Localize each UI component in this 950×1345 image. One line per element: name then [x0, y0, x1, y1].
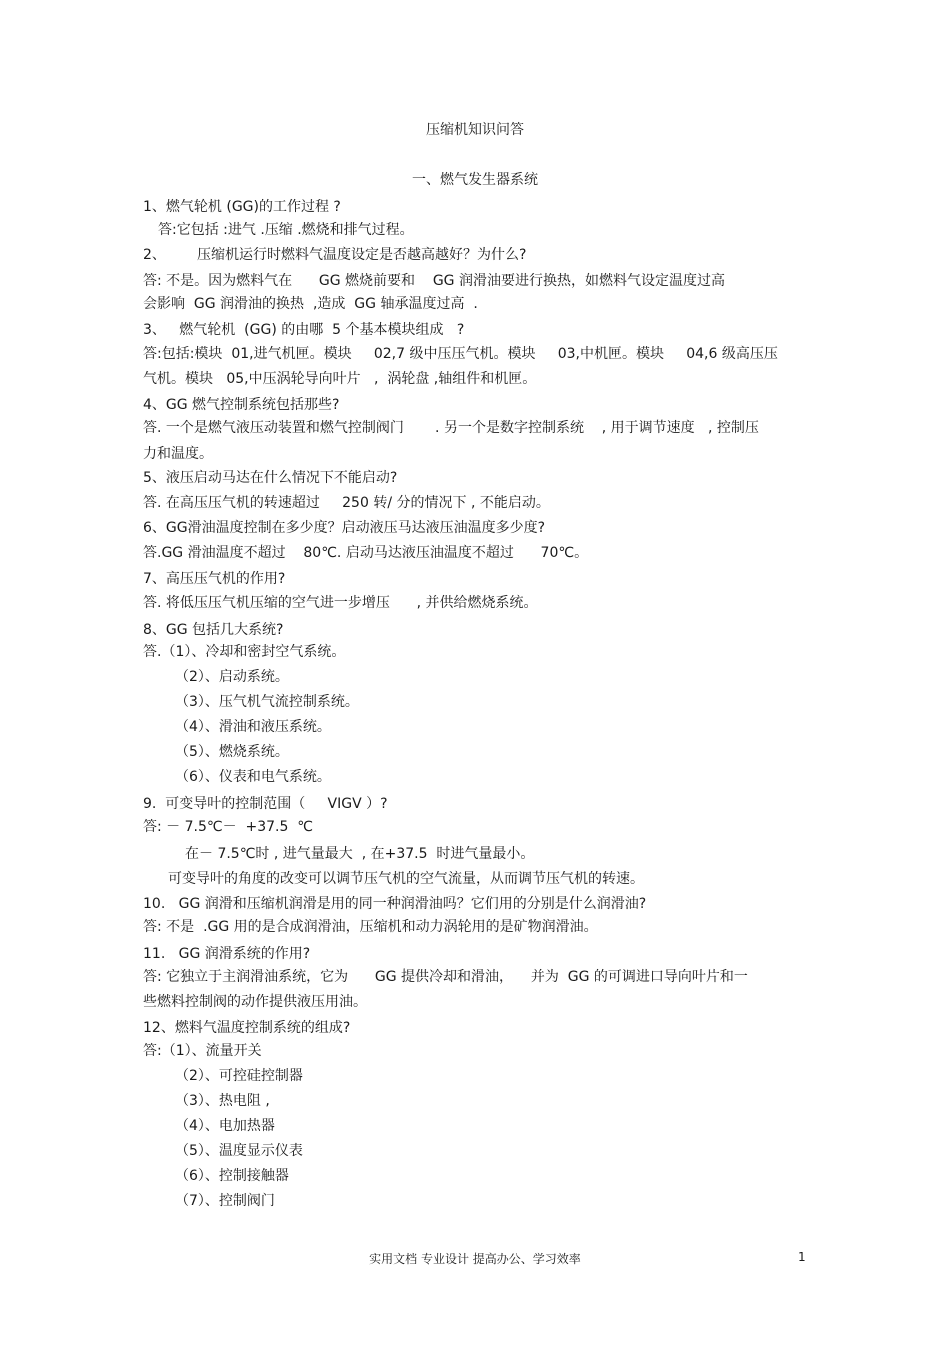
list-item: （2）、启动系统。 — [175, 669, 289, 685]
answer-line: 在－ 7.5℃时 , 进气量最大 , 在+37.5 时进气量最小。 — [185, 846, 535, 862]
page-number: 1 — [798, 1250, 806, 1264]
question-line: 2、 压缩机运行时燃料气温度设定是否越高越好？为什么? — [143, 247, 527, 263]
list-item: （6）、仪表和电气系统。 — [175, 769, 331, 785]
answer-line: 些燃料控制阀的动作提供液压用油。 — [143, 994, 367, 1010]
question-line: 1、燃气轮机 (GG)的工作过程 ? — [143, 199, 341, 215]
answer-line: 答. 将低压压气机压缩的空气进一步增压 , 并供给燃烧系统。 — [143, 595, 538, 611]
answer-line: 答.GG 滑油温度不超过 80℃. 启动马达液压油温度不超过 70℃。 — [143, 545, 589, 561]
list-item: （5）、燃烧系统。 — [175, 744, 289, 760]
question-line: 9. 可变导叶的控制范围（ VIGV ）? — [143, 796, 388, 812]
list-item: （3）、压气机气流控制系统。 — [175, 694, 359, 710]
answer-line: 答.（1）、冷却和密封空气系统。 — [143, 644, 346, 660]
question-line: 12、燃料气温度控制系统的组成? — [143, 1020, 351, 1036]
question-line: 8、GG 包括几大系统? — [143, 622, 284, 638]
answer-line: 可变导叶的角度的改变可以调节压气机的空气流量，从而调节压气机的转速。 — [168, 871, 644, 887]
answer-line: 答: 不是 .GG 用的是合成润滑油，压缩机和动力涡轮用的是矿物润滑油。 — [143, 919, 598, 935]
page-footer: 实用文档 专业设计 提高办公、学习效率 — [369, 1252, 581, 1266]
list-item: （5）、温度显示仪表 — [175, 1143, 303, 1159]
list-item: （4）、滑油和液压系统。 — [175, 719, 331, 735]
question-line: 10. GG 润滑和压缩机润滑是用的同一种润滑油吗？它们用的分别是什么润滑油? — [143, 896, 647, 912]
answer-line: 答:（1）、流量开关 — [143, 1043, 262, 1059]
question-line: 6、GG滑油温度控制在多少度？启动液压马达液压油温度多少度? — [143, 520, 546, 536]
section-heading: 一、燃气发生器系统 — [412, 172, 538, 188]
answer-line: 答. 一个是燃气液压动装置和燃气控制阀门 . 另一个是数字控制系统 , 用于调节速度 , 控制压 — [143, 420, 759, 436]
answer-line: 答: 它独立于主润滑油系统，它为 GG 提供冷却和滑油， 并为 GG 的可调进口导向叶片和一 — [143, 969, 748, 985]
list-item: （4）、电加热器 — [175, 1118, 275, 1134]
list-item: （3）、热电阻 , — [175, 1093, 270, 1109]
list-item: （7）、控制阀门 — [175, 1193, 275, 1209]
question-line: 11. GG 润滑系统的作用? — [143, 946, 311, 962]
answer-line: 答:包括:模块 01,进气机匣。模块 02,7 级中压压气机。模块 03,中机匣。模块 04,6 级高压压 — [143, 346, 778, 362]
list-item: （2）、可控硅控制器 — [175, 1068, 303, 1084]
list-item: （6）、控制接触器 — [175, 1168, 289, 1184]
question-line: 5、液压启动马达在什么情况下不能启动? — [143, 470, 398, 486]
answer-line: 答:它包括 :进气 .压缩 .燃烧和排气过程。 — [158, 222, 414, 238]
question-line: 3、 燃气轮机 (GG) 的由哪 5 个基本模块组成 ? — [143, 322, 465, 338]
answer-line: 答: － 7.5℃－ +37.5 ℃ — [143, 819, 314, 835]
answer-line: 答. 在高压压气机的转速超过 250 转/ 分的情况下 , 不能启动。 — [143, 495, 550, 511]
answer-line: 答: 不是。因为燃料气在 GG 燃烧前要和 GG 润滑油要进行换热，如燃料气设定温度过高 — [143, 273, 725, 289]
answer-line: 会影响 GG 润滑油的换热 ,造成 GG 轴承温度过高 . — [143, 296, 478, 312]
answer-line: 力和温度。 — [143, 446, 213, 462]
answer-line: 气机。模块 05,中压涡轮导向叶片 , 涡轮盘 ,轴组件和机匣。 — [143, 371, 537, 387]
document-title: 压缩机知识问答 — [426, 122, 524, 138]
question-line: 4、GG 燃气控制系统包括那些? — [143, 397, 340, 413]
question-line: 7、高压压气机的作用? — [143, 571, 286, 587]
